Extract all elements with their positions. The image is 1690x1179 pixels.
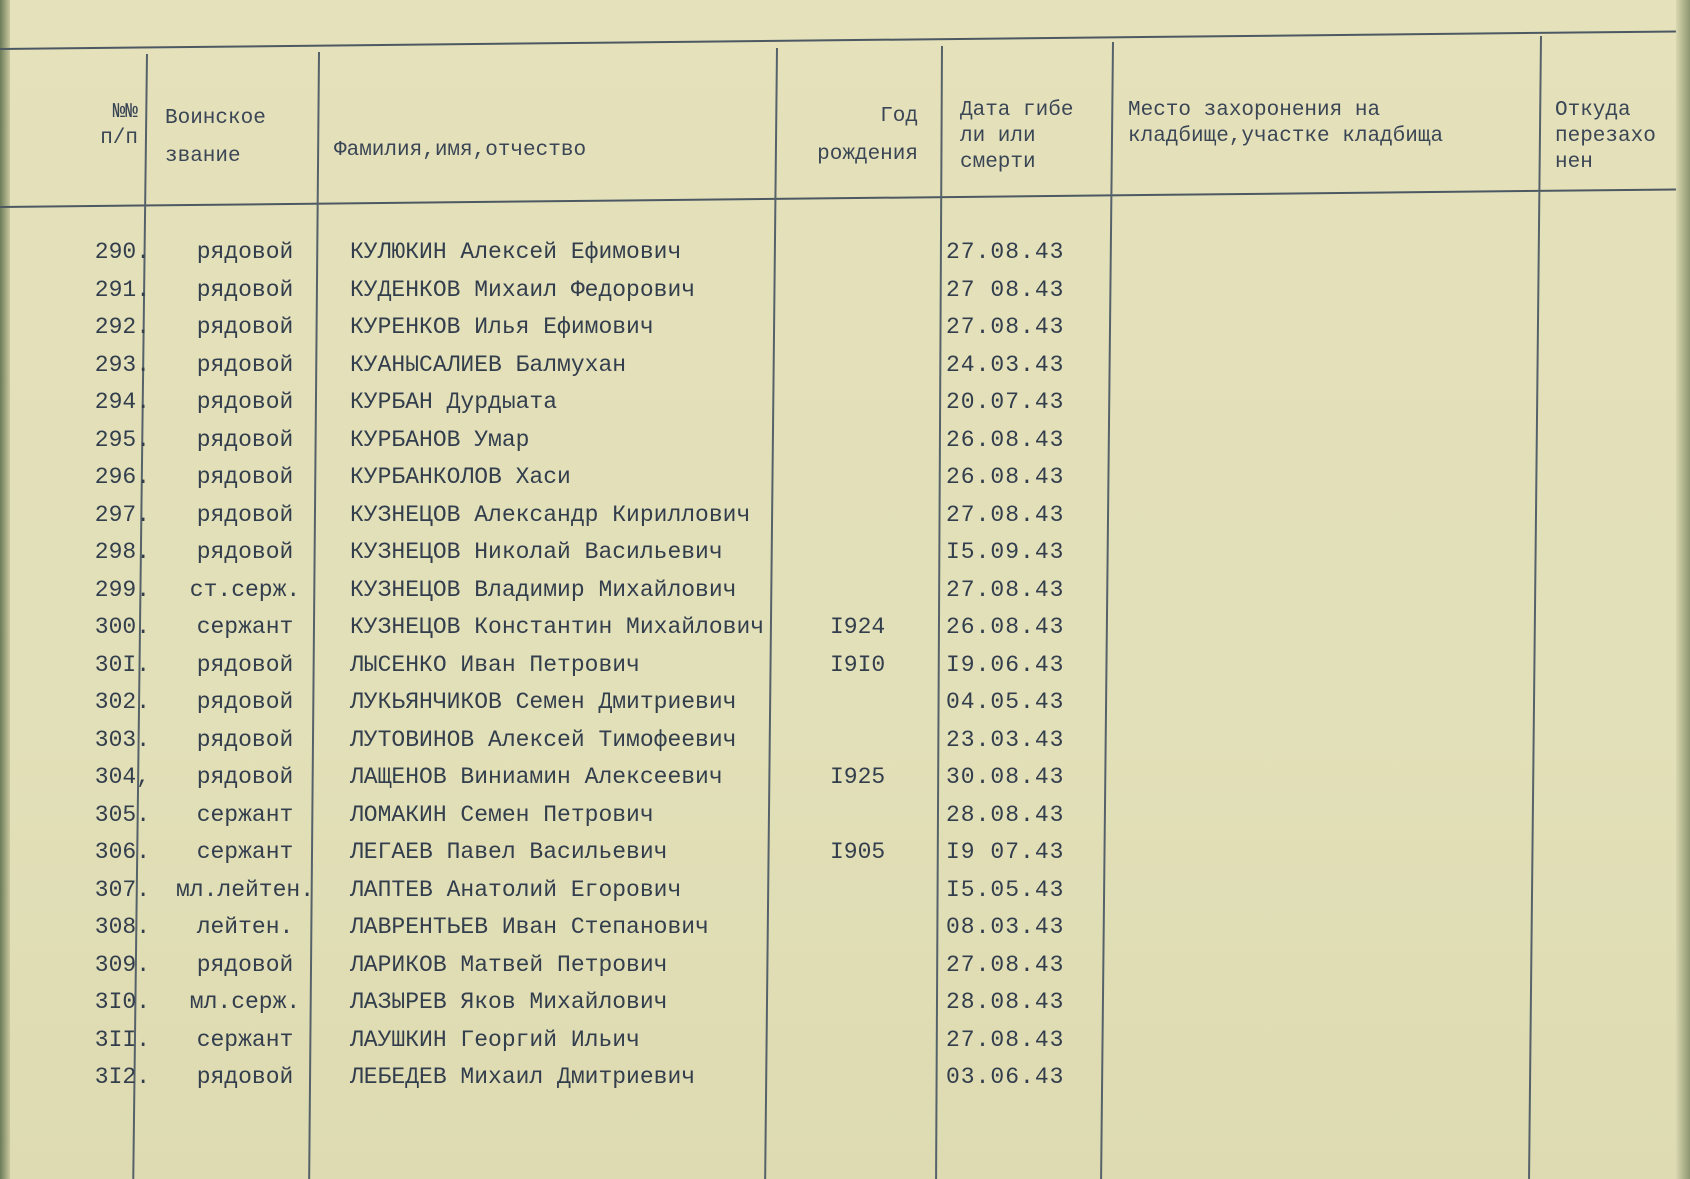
- row-rank: рядовой: [196, 652, 294, 678]
- row-number: 300.: [94, 614, 150, 640]
- row-rank: рядовой: [196, 1064, 294, 1090]
- column-rule-4: [935, 46, 943, 1179]
- row-full-name: КУЗНЕЦОВ Владимир Михайлович: [350, 577, 737, 603]
- row-full-name: КУЛЮКИН Алексей Ефимович: [350, 239, 682, 265]
- row-rank: рядовой: [196, 727, 294, 753]
- row-number: 303.: [94, 727, 150, 753]
- row-number: 3I2.: [94, 1064, 150, 1090]
- row-number: 290.: [94, 239, 150, 265]
- row-rank: сержант: [196, 1027, 294, 1053]
- column-rule-6: [1528, 36, 1542, 1179]
- row-rank: рядовой: [196, 389, 294, 415]
- row-full-name: КУЗНЕЦОВ Константин Михайлович: [350, 614, 765, 640]
- row-rank: сержант: [196, 802, 294, 828]
- row-death-date: 24.03.43: [946, 352, 1065, 378]
- row-rank: рядовой: [196, 764, 294, 790]
- header-bottom-rule: [0, 188, 1676, 208]
- row-full-name: КУДЕНКОВ Михаил Федорович: [350, 277, 696, 303]
- row-number: 291.: [94, 277, 150, 303]
- row-death-date: 28.08.43: [946, 802, 1065, 828]
- row-number: 295.: [94, 427, 150, 453]
- header-number: №№ п/п: [100, 101, 138, 150]
- row-rank: рядовой: [196, 464, 294, 490]
- row-number: 3I0.: [94, 989, 150, 1015]
- paper-edge-right: [1676, 0, 1690, 1179]
- row-death-date: 30.08.43: [946, 764, 1065, 790]
- row-full-name: КУАНЫСАЛИЕВ Балмухан: [350, 352, 627, 378]
- header-death-date: Дата гибе ли или смерти: [960, 99, 1074, 174]
- row-death-date: 27.08.43: [946, 502, 1065, 528]
- row-death-date: I5.09.43: [946, 539, 1065, 565]
- row-rank: лейтен.: [196, 914, 294, 940]
- header-rank: Воинское звание: [165, 107, 266, 168]
- row-number: 299.: [94, 577, 150, 603]
- row-rank: сержант: [196, 614, 294, 640]
- row-full-name: ЛУТОВИНОВ Алексей Тимофеевич: [350, 727, 737, 753]
- row-rank: рядовой: [196, 239, 294, 265]
- row-number: 307.: [94, 877, 150, 903]
- row-full-name: ЛАРИКОВ Матвей Петрович: [350, 952, 668, 978]
- header-birth-year: Год рождения: [817, 105, 918, 166]
- row-number: 297.: [94, 502, 150, 528]
- row-number: 302.: [94, 689, 150, 715]
- row-birth-year: I925: [830, 764, 886, 790]
- row-number: 298.: [94, 539, 150, 565]
- row-death-date: I9.06.43: [946, 652, 1065, 678]
- row-death-date: 26.08.43: [946, 614, 1065, 640]
- row-death-date: 27.08.43: [946, 314, 1065, 340]
- row-number: 292.: [94, 314, 150, 340]
- row-death-date: 08.03.43: [946, 914, 1065, 940]
- row-rank: сержант: [196, 839, 294, 865]
- row-death-date: I9 07.43: [946, 839, 1065, 865]
- row-full-name: КУРБАНКОЛОВ Хаси: [350, 464, 571, 490]
- row-full-name: ЛАПТЕВ Анатолий Егорович: [350, 877, 682, 903]
- row-number: 304,: [94, 764, 150, 790]
- row-rank: рядовой: [196, 352, 294, 378]
- row-number: 3II.: [94, 1027, 150, 1053]
- row-rank: рядовой: [196, 427, 294, 453]
- row-rank: рядовой: [196, 314, 294, 340]
- row-full-name: ЛЕГАЕВ Павел Васильевич: [350, 839, 668, 865]
- header-top-rule: [0, 30, 1676, 50]
- row-rank: рядовой: [196, 502, 294, 528]
- row-rank: рядовой: [196, 539, 294, 565]
- row-full-name: ЛЫСЕНКО Иван Петрович: [350, 652, 640, 678]
- row-number: 294.: [94, 389, 150, 415]
- row-death-date: 26.08.43: [946, 464, 1065, 490]
- row-death-date: I5.05.43: [946, 877, 1065, 903]
- row-death-date: 26.08.43: [946, 427, 1065, 453]
- row-death-date: 27.08.43: [946, 1027, 1065, 1053]
- row-full-name: ЛУКЬЯНЧИКОВ Семен Дмитриевич: [350, 689, 737, 715]
- row-birth-year: I924: [830, 614, 886, 640]
- paper-edge-left: [0, 0, 10, 1179]
- row-death-date: 27 08.43: [946, 277, 1065, 303]
- row-birth-year: I905: [830, 839, 886, 865]
- row-full-name: ЛАУШКИН Георгий Ильич: [350, 1027, 640, 1053]
- row-number: 306.: [94, 839, 150, 865]
- row-death-date: 20.07.43: [946, 389, 1065, 415]
- header-reburied-from: Откуда перезахо нен: [1555, 99, 1656, 174]
- row-death-date: 28.08.43: [946, 989, 1065, 1015]
- header-burial-place: Место захоронения на кладбище,участке кладбища: [1128, 99, 1444, 148]
- header-name: Фамилия,имя,отчество: [334, 139, 587, 162]
- row-death-date: 03.06.43: [946, 1064, 1065, 1090]
- row-number: 305.: [94, 802, 150, 828]
- row-death-date: 27.08.43: [946, 239, 1065, 265]
- row-birth-year: I9I0: [830, 652, 886, 678]
- row-number: 293.: [94, 352, 150, 378]
- row-death-date: 27.08.43: [946, 952, 1065, 978]
- row-number: 309.: [94, 952, 150, 978]
- row-full-name: КУЗНЕЦОВ Николай Васильевич: [350, 539, 723, 565]
- row-full-name: ЛОМАКИН Семен Петрович: [350, 802, 654, 828]
- row-rank: рядовой: [196, 689, 294, 715]
- row-rank: ст.серж.: [189, 577, 301, 603]
- row-full-name: КУРБАН Дурдыата: [350, 389, 558, 415]
- row-full-name: ЛЕБЕДЕВ Михаил Дмитриевич: [350, 1064, 696, 1090]
- row-rank: мл.лейтен.: [175, 877, 315, 903]
- row-death-date: 23.03.43: [946, 727, 1065, 753]
- row-death-date: 27.08.43: [946, 577, 1065, 603]
- column-rule-5: [1100, 42, 1114, 1179]
- row-rank: рядовой: [196, 277, 294, 303]
- row-full-name: ЛАЗЫРЕВ Яков Михайлович: [350, 989, 668, 1015]
- row-number: 30I.: [94, 652, 150, 678]
- row-rank: мл.серж.: [189, 989, 301, 1015]
- row-death-date: 04.05.43: [946, 689, 1065, 715]
- row-number: 308.: [94, 914, 150, 940]
- column-rule-3: [764, 48, 778, 1179]
- row-full-name: ЛАЩЕНОВ Виниамин Алексеевич: [350, 764, 723, 790]
- row-full-name: ЛАВРЕНТЬЕВ Иван Степанович: [350, 914, 709, 940]
- row-full-name: КУРБАНОВ Умар: [350, 427, 530, 453]
- row-full-name: КУРЕНКОВ Илья Ефимович: [350, 314, 654, 340]
- row-rank: рядовой: [196, 952, 294, 978]
- row-number: 296.: [94, 464, 150, 490]
- row-full-name: КУЗНЕЦОВ Александр Кириллович: [350, 502, 751, 528]
